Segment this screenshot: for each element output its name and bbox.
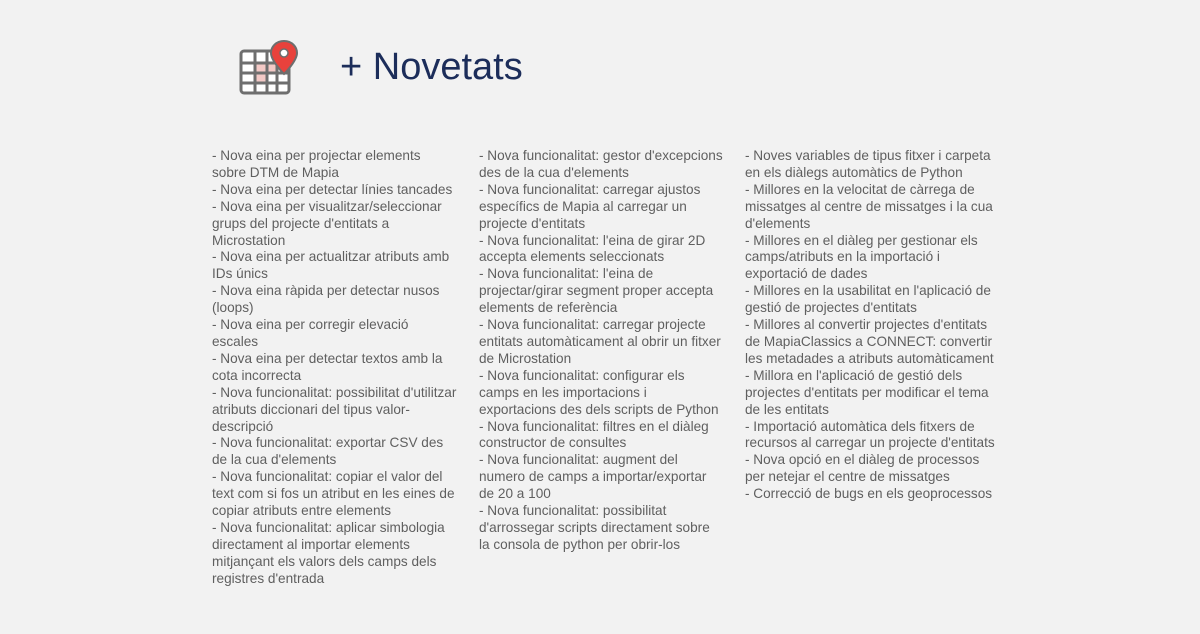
list-item: - Nova funcionalitat: l'eina de girar 2D accepta elements seleccionats <box>479 232 706 265</box>
list-item: - Nova funcionalitat: carregar ajustos específics de Mapia al carregar un projecte d'entitats <box>479 181 701 231</box>
list-item: - Nova eina per actualitzar atributs amb IDs únics <box>212 249 450 282</box>
list-item: - Millora en l'aplicació de gestió dels projectes d'entitats per modificar el tema de les entitats <box>745 367 989 417</box>
list-item: - Nova funcionalitat: filtres en el diàleg constructor de consultes <box>479 418 709 451</box>
list-item: - Nova eina per detectar línies tancades <box>212 181 453 197</box>
list-item: - Millores en la usabilitat en l'aplicació de gestió de projectes d'entitats <box>745 283 991 316</box>
list-item: - Nova eina per visualitzar/seleccionar grups del projecte d'entitats a Microstation <box>212 198 442 248</box>
list-item: - Millores en la velocitat de càrrega de missatges al centre de missatges i la cua d'elements <box>745 181 993 231</box>
list-item: - Nova funcionalitat: augment del numero de camps a importar/exportar de 20 a 100 <box>479 452 707 502</box>
features-column-1 <box>212 148 458 588</box>
map-grid-pin-icon <box>238 38 302 98</box>
list-item: - Nova opció en el diàleg de processos per netejar el centre de missatges <box>745 452 980 485</box>
list-item: - Nova funcionalitat: possibilitat d'utilitzar atributs diccionari del tipus valor-descripció <box>212 384 457 434</box>
list-item: - Nova funcionalitat: aplicar simbologia directament al importar elements mitjançant els valors dels camps dels registres d'entrada <box>212 519 445 586</box>
list-item: - Noves variables de tipus fitxer i carpeta en els diàlegs automàtics de Python <box>745 148 991 180</box>
list-item: - Nova funcionalitat: configurar els camps en les importacions i exportacions des dels scripts de Python <box>479 367 719 417</box>
list-item: - Nova eina ràpida per detectar nusos (loops) <box>212 283 440 316</box>
features-column-3 <box>745 148 997 503</box>
list-item: - Nova funcionalitat: carregar projecte entitats automàticament al obrir un fitxer de Microstation <box>479 317 721 366</box>
list-item: - Importació automàtica dels fitxers de recursos al carregar un projecte d'entitats <box>745 418 995 451</box>
list-item: - Millores en el diàleg per gestionar els camps/atributs en la importació i exportació de dades <box>745 232 978 282</box>
list-item: - Nova funcionalitat: gestor d'excepcions des de la cua d'elements <box>479 148 723 180</box>
page-title: + Novetats <box>340 46 523 88</box>
list-item: - Correcció de bugs en els geoprocessos <box>745 486 993 502</box>
list-item: - Nova funcionalitat: possibilitat d'arrossegar scripts directament sobre la consola de python per obrir-los <box>479 503 710 552</box>
list-item: - Nova funcionalitat: copiar el valor del text com si fos un atribut en les eines de copiar atributs entre elements <box>212 469 455 519</box>
list-item: - Nova funcionalitat: l'eina de projectar/girar segment proper accepta elements de referència <box>479 266 714 316</box>
list-item: - Nova eina per corregir elevació escales <box>212 317 409 349</box>
list-item: - Nova eina per detectar textos amb la cota incorrecta <box>212 350 443 383</box>
list-item: - Nova eina per projectar elements sobre DTM de Mapia <box>212 148 421 180</box>
list-item: - Nova funcionalitat: exportar CSV des de la cua d'elements <box>212 435 444 468</box>
list-item: - Millores al convertir projectes d'entitats de MapiaClassics a CONNECT: convertir les metadades a atributs automàticament <box>745 317 994 366</box>
features-column-2 <box>479 148 723 554</box>
